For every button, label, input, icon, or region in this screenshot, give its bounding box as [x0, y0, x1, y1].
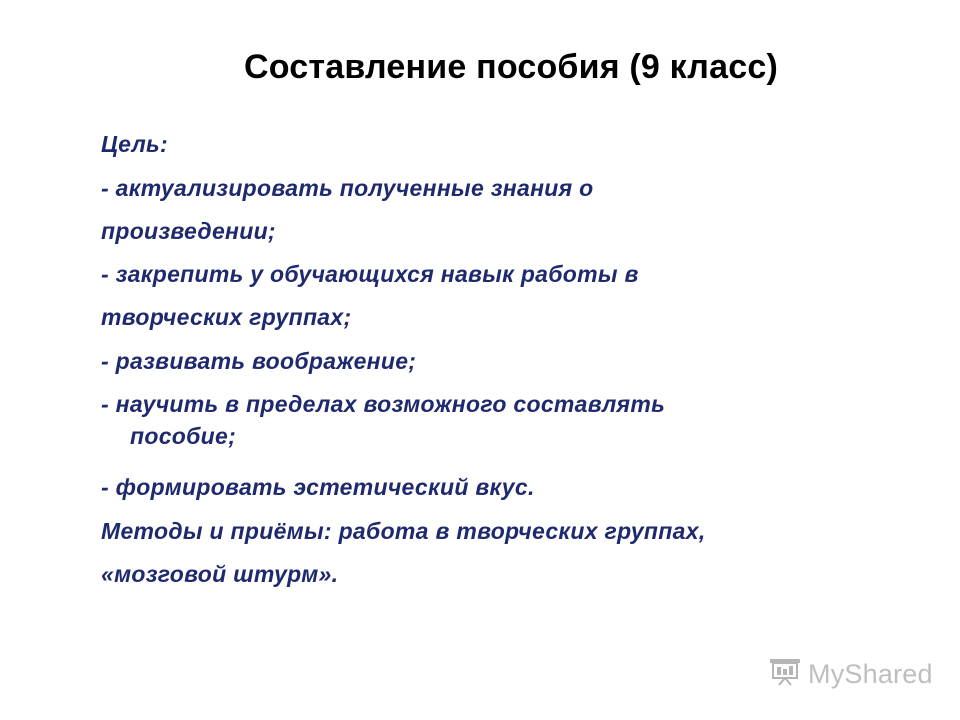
- goal-item-5: - формировать эстетический вкус.: [101, 474, 535, 500]
- methods-line-2: «мозговой штурм».: [101, 561, 339, 587]
- goal-item-3: - развивать воображение;: [101, 348, 417, 374]
- projector-screen-icon: [768, 657, 802, 692]
- goal-item-1-line-1: - актуализировать полученные знания о: [101, 175, 594, 201]
- goal-item-1-line-2: произведении;: [101, 218, 276, 244]
- goal-item-2-line-1: - закрепить у обучающихся навык работы в: [101, 261, 639, 287]
- watermark-text: MyShared: [808, 659, 933, 689]
- slide-title: Составление пособия (9 класс): [244, 48, 778, 86]
- goal-heading: Цель:: [101, 131, 168, 157]
- goal-item-4-line-2: пособие;: [130, 423, 237, 449]
- goal-item-2-line-2: творческих группах;: [101, 304, 352, 330]
- methods-line-1: Методы и приёмы: работа в творческих группах,: [101, 518, 706, 544]
- myshared-watermark: [768, 657, 933, 692]
- goal-item-4-line-1: - научить в пределах возможного составлять: [101, 391, 666, 417]
